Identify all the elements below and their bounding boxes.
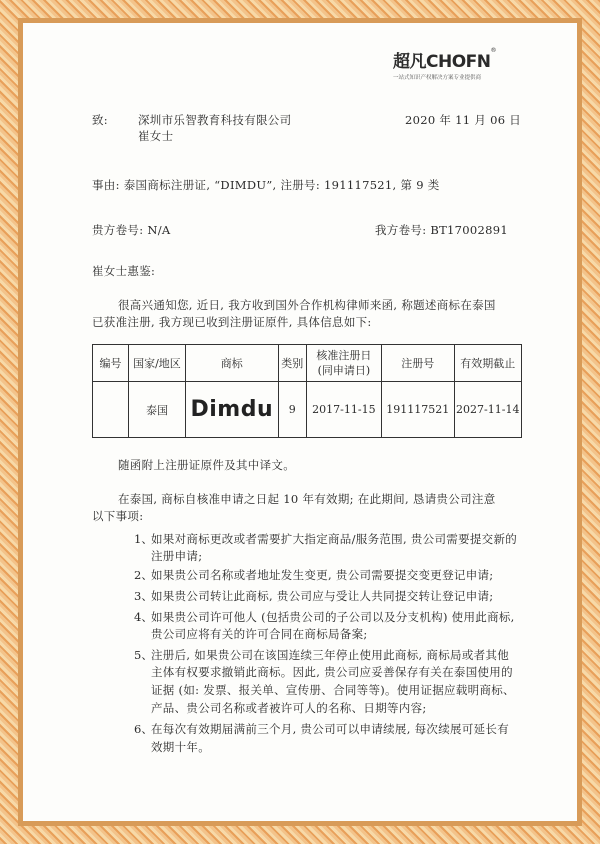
header-reg-date-label: 核准注册日 (316, 349, 372, 362)
recipient-name: 崔女士 (138, 129, 174, 143)
item-5-line-4: 产品、贵公司名称或者被许可人的名称、日期等内容; (151, 701, 427, 715)
item-3-number: 3、 (134, 589, 153, 603)
logo-tagline: 一站式知识产权解决方案专业提供商 (393, 75, 482, 81)
header-mark: 商标 (186, 345, 279, 382)
paragraph-1-line-2: 已获准注册, 我方现已收到注册证原件, 具体信息如下: (92, 315, 372, 329)
cell-reg-date: 2017-11-15 (306, 382, 381, 438)
item-6-number: 6、 (134, 722, 153, 736)
registration-table (92, 344, 522, 438)
table-row (93, 382, 522, 438)
recipient-company: 深圳市乐智教育科技有限公司 (138, 113, 292, 127)
table-header-row (93, 345, 522, 382)
item-1-line-2: 注册申请; (151, 549, 203, 563)
header-class: 类别 (278, 345, 306, 382)
paragraph-1-line-1: 很高兴通知您, 近日, 我方收到国外合作机构律师来函, 称题述商标在泰国 (118, 298, 496, 312)
item-5-line-1: 注册后, 如果贵公司在该国连续三年停止使用此商标, 商标局或者其他 (151, 648, 510, 662)
letter-date: 2020 年 11 月 06 日 (405, 113, 522, 127)
item-1-line-1: 如果对商标更改或者需要扩大指定商品/服务范围, 贵公司需要提交新的 (151, 532, 518, 546)
header-number: 编号 (93, 345, 129, 382)
our-reference: 我方卷号: BT17002891 (375, 223, 508, 237)
your-reference: 贵方卷号: N/A (92, 223, 171, 237)
to-label: 致: (92, 113, 108, 127)
item-6-line-2: 效期十年。 (151, 740, 210, 754)
item-2-line-1: 如果贵公司名称或者地址发生变更, 贵公司需要提交变更登记申请; (151, 568, 494, 582)
header-reg-date (306, 345, 381, 382)
company-logo (393, 47, 503, 81)
cell-number (93, 382, 129, 438)
item-6-line-1: 在每次有效期届满前三个月, 贵公司可以申请续展, 每次续展可延长有 (151, 722, 510, 736)
header-reg-no: 注册号 (381, 345, 454, 382)
subject-line: 事由: 泰国商标注册证, “DIMDU”, 注册号: 191117521, 第 9 类 (92, 178, 440, 192)
registered-mark-icon: ® (490, 47, 496, 54)
item-5-line-3: 证据 (如: 发票、报关单、宣传册、合同等等)。使用证据应载明商标、 (151, 683, 515, 697)
item-5-number: 5、 (134, 648, 153, 662)
trademark-image: Dimdu (190, 397, 274, 422)
item-2-number: 2、 (134, 568, 153, 582)
item-4-number: 4、 (134, 610, 153, 624)
item-3-line-1: 如果贵公司转让此商标, 贵公司应与受让人共同提交转让登记申请; (151, 589, 494, 603)
attachment-note: 随函附上注册证原件及其中译文。 (118, 458, 295, 472)
item-4-line-1: 如果贵公司许可他人 (包括贵公司的子公司以及分支机构) 使用此商标, (151, 610, 515, 624)
header-expiry: 有效期截止 (454, 345, 522, 382)
cell-mark (186, 382, 279, 438)
item-4-line-2: 贵公司应将有关的许可合同在商标局备案; (151, 627, 368, 641)
logo-text: 超凡CHOFN (393, 52, 491, 72)
header-country: 国家/地区 (128, 345, 185, 382)
cell-expiry: 2027-11-14 (454, 382, 522, 438)
cell-country: 泰国 (128, 382, 185, 438)
item-1-number: 1、 (134, 532, 153, 546)
header-reg-date-note: (同申请日) (317, 364, 371, 377)
cell-class: 9 (278, 382, 306, 438)
paragraph-2-line-1: 在泰国, 商标自核准申请之日起 10 年有效期; 在此期间, 恳请贵公司注意 (118, 492, 496, 506)
cell-reg-no: 191117521 (381, 382, 454, 438)
item-5-line-2: 主体有权要求撤销此商标。因此, 贵公司应妥善保存有关在泰国使用的 (151, 665, 513, 679)
salutation: 崔女士惠鉴: (92, 264, 156, 278)
paragraph-2-line-2: 以下事项: (92, 509, 144, 523)
logo-brand (393, 47, 503, 72)
